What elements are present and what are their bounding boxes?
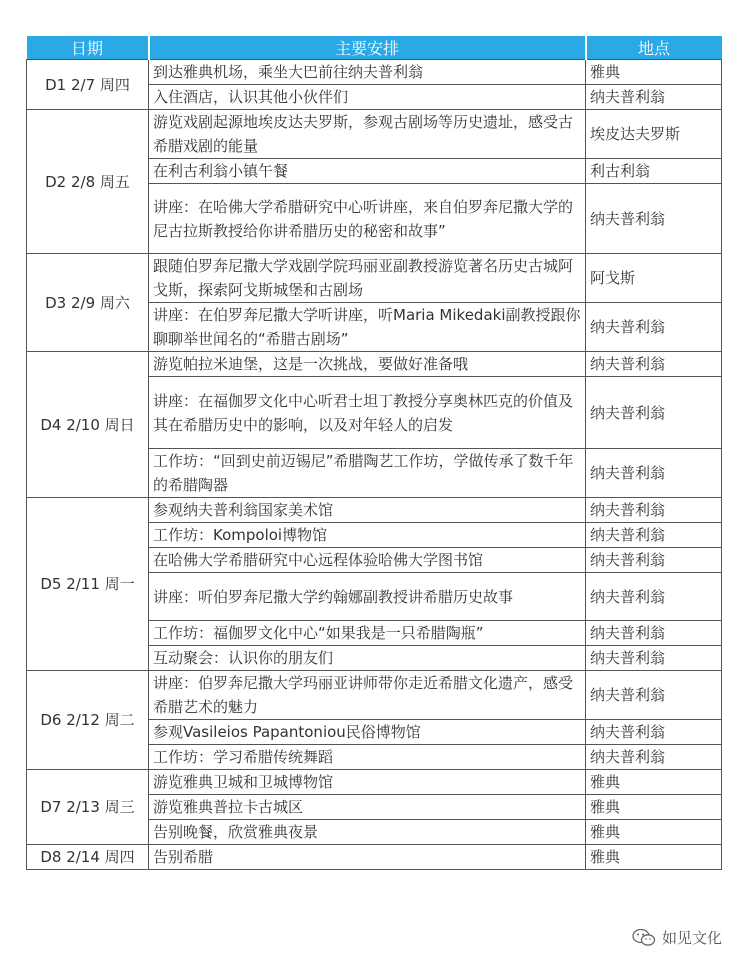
activity-cell: 告别希腊 (149, 845, 586, 870)
place-cell: 纳夫普利翁 (586, 720, 722, 745)
activity-cell: 讲座：伯罗奔尼撒大学玛丽亚讲师带你走近希腊文化遗产，感受希腊艺术的魅力 (149, 671, 586, 720)
table-row (27, 671, 722, 720)
day-cell: D1 2/7 周四 (27, 60, 149, 110)
activity-cell: 到达雅典机场，乘坐大巴前往纳夫普利翁 (149, 60, 586, 85)
activity-cell: 游览帕拉米迪堡，这是一次挑战，要做好准备哦 (149, 352, 586, 377)
place-cell: 雅典 (586, 60, 722, 85)
place-cell: 利古利翁 (586, 159, 722, 184)
activity-cell: 参观Vasileios Papantoniou民俗博物馆 (149, 720, 586, 745)
place-cell: 雅典 (586, 770, 722, 795)
table-header-row (27, 36, 722, 60)
place-cell: 纳夫普利翁 (586, 548, 722, 573)
watermark-text: 如见文化 (661, 929, 722, 947)
header-place: 地点 (586, 36, 722, 60)
place-cell: 雅典 (586, 820, 722, 845)
activity-cell: 工作坊：学习希腊传统舞蹈 (149, 745, 586, 770)
place-cell: 纳夫普利翁 (586, 303, 722, 352)
place-cell: 纳夫普利翁 (586, 85, 722, 110)
table-row (27, 770, 722, 795)
place-cell: 纳夫普利翁 (586, 646, 722, 671)
place-cell: 纳夫普利翁 (586, 498, 722, 523)
day-cell: D8 2/14 周四 (27, 845, 149, 870)
activity-cell: 游览戏剧起源地埃皮达夫罗斯，参观古剧场等历史遗址，感受古希腊戏剧的能量 (149, 110, 586, 159)
day-cell: D2 2/8 周五 (27, 110, 149, 254)
table-row (27, 498, 722, 523)
activity-cell: 跟随伯罗奔尼撒大学戏剧学院玛丽亚副教授游览著名历史古城阿戈斯，探索阿戈斯城堡和古剧场 (149, 254, 586, 303)
table-row (27, 60, 722, 85)
place-cell: 纳夫普利翁 (586, 377, 722, 449)
place-cell: 纳夫普利翁 (586, 621, 722, 646)
activity-cell: 讲座：听伯罗奔尼撒大学约翰娜副教授讲希腊历史故事 (149, 573, 586, 621)
activity-cell: 在利古利翁小镇午餐 (149, 159, 586, 184)
place-cell: 埃皮达夫罗斯 (586, 110, 722, 159)
place-cell: 雅典 (586, 795, 722, 820)
activity-cell: 互动聚会：认识你的朋友们 (149, 646, 586, 671)
activity-cell: 入住酒店，认识其他小伙伴们 (149, 85, 586, 110)
header-arrangement: 主要安排 (149, 36, 586, 60)
place-cell: 阿戈斯 (586, 254, 722, 303)
place-cell: 纳夫普利翁 (586, 745, 722, 770)
place-cell: 雅典 (586, 845, 722, 870)
activity-cell: 工作坊：Kompoloi博物馆 (149, 523, 586, 548)
activity-cell: 讲座：在哈佛大学希腊研究中心听讲座，来自伯罗奔尼撒大学的尼古拉斯教授给你讲希腊历史的秘密和故事” (149, 184, 586, 254)
schedule-table (26, 36, 722, 870)
activity-cell: 参观纳夫普利翁国家美术馆 (149, 498, 586, 523)
day-cell: D4 2/10 周日 (27, 352, 149, 498)
watermark (632, 927, 722, 948)
activity-cell: 游览雅典普拉卡古城区 (149, 795, 586, 820)
activity-cell: 讲座：在福伽罗文化中心听君士坦丁教授分享奥林匹克的价值及其在希腊历史中的影响，以及对年轻人的启发 (149, 377, 586, 449)
activity-cell: 工作坊：“回到史前迈锡尼”希腊陶艺工作坊，学做传承了数千年的希腊陶器 (149, 449, 586, 498)
activity-cell: 告别晚餐，欣赏雅典夜景 (149, 820, 586, 845)
place-cell: 纳夫普利翁 (586, 671, 722, 720)
header-date: 日期 (27, 36, 149, 60)
place-cell: 纳夫普利翁 (586, 449, 722, 498)
wechat-icon (632, 928, 656, 948)
place-cell: 纳夫普利翁 (586, 523, 722, 548)
table-row (27, 110, 722, 159)
day-cell: D6 2/12 周二 (27, 671, 149, 770)
table-row (27, 254, 722, 303)
table-row (27, 845, 722, 870)
place-cell: 纳夫普利翁 (586, 573, 722, 621)
place-cell: 纳夫普利翁 (586, 184, 722, 254)
activity-cell: 游览雅典卫城和卫城博物馆 (149, 770, 586, 795)
activity-cell: 在哈佛大学希腊研究中心远程体验哈佛大学图书馆 (149, 548, 586, 573)
place-cell: 纳夫普利翁 (586, 352, 722, 377)
schedule-body (27, 60, 722, 870)
activity-cell: 讲座：在伯罗奔尼撒大学听讲座，听Maria Mikedaki副教授跟你聊聊举世闻名的“希腊古剧场” (149, 303, 586, 352)
day-cell: D5 2/11 周一 (27, 498, 149, 671)
table-row (27, 352, 722, 377)
day-cell: D7 2/13 周三 (27, 770, 149, 845)
day-cell: D3 2/9 周六 (27, 254, 149, 352)
activity-cell: 工作坊：福伽罗文化中心“如果我是一只希腊陶瓶” (149, 621, 586, 646)
